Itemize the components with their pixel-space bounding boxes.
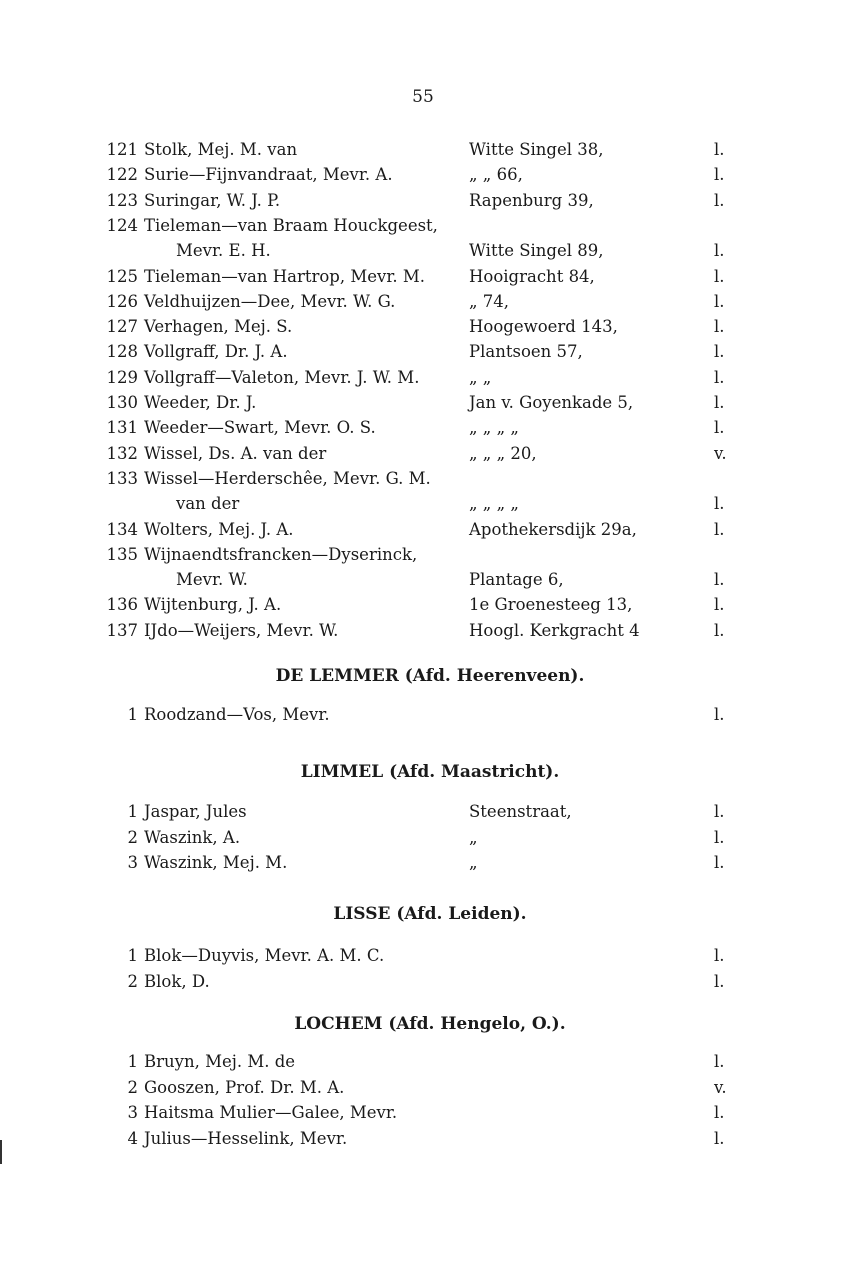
entry-address: Witte Singel 38,: [469, 140, 604, 159]
entry-name-continued: Mevr. E. H.: [176, 241, 271, 260]
entry-name: Waszink, Mej. M.: [144, 853, 288, 872]
entry-name: Tieleman—van Hartrop, Mevr. M.: [144, 267, 426, 286]
entry-address: Hooigracht 84,: [469, 267, 595, 286]
entry-name: Waszink, A.: [144, 828, 241, 847]
entry-address: Steenstraat,: [469, 802, 572, 821]
list-item: [0, 593, 860, 617]
entry-mark: l.: [714, 1052, 725, 1071]
entry-number: 134: [106, 520, 138, 539]
entry-number: 124: [106, 216, 138, 235]
entry-mark: l.: [714, 946, 725, 965]
page-number: 55: [412, 87, 434, 107]
entry-address: 1e Groenesteeg 13,: [469, 595, 633, 614]
entry-name: Jaspar, Jules: [144, 802, 247, 821]
entry-number: 126: [106, 292, 138, 311]
entry-mark: l.: [714, 191, 725, 210]
entry-address: Apothekersdijk 29a,: [469, 520, 637, 539]
entry-mark: l.: [714, 165, 725, 184]
entry-address: Hoogl. Kerkgracht 4: [469, 621, 640, 640]
entry-name: Weeder—Swart, Mevr. O. S.: [144, 418, 376, 437]
list-item: [0, 568, 860, 592]
entry-name: Verhagen, Mej. S.: [144, 317, 293, 336]
list-item: [0, 619, 860, 643]
entry-address: Hoogewoerd 143,: [469, 317, 618, 336]
entry-number: 127: [106, 317, 138, 336]
entry-number: 1: [127, 705, 138, 724]
entry-mark: l.: [714, 317, 725, 336]
entry-mark: l.: [714, 1129, 725, 1148]
entry-name-continued: van der: [176, 494, 240, 513]
entry-mark: l.: [714, 828, 725, 847]
entry-name: Haitsma Mulier—Galee, Mevr.: [144, 1103, 398, 1122]
list-item: [0, 442, 860, 466]
list-item: [0, 315, 860, 339]
entry-number: 2: [127, 1078, 138, 1097]
entry-name: Wijtenburg, J. A.: [144, 595, 282, 614]
list-item: [0, 163, 860, 187]
entry-name: Vollgraff—Valeton, Mevr. J. W. M.: [144, 368, 420, 387]
entry-mark: l.: [714, 853, 725, 872]
list-item: [0, 543, 860, 567]
list-item: [0, 290, 860, 314]
entry-name: Stolk, Mej. M. van: [144, 140, 298, 159]
entry-number: 4: [127, 1129, 138, 1148]
list-item: [0, 391, 860, 415]
entry-name: Wolters, Mej. J. A.: [144, 520, 294, 539]
entry-number: 131: [106, 418, 138, 437]
entry-number: 1: [127, 802, 138, 821]
entry-name: Wissel, Ds. A. van der: [144, 444, 327, 463]
entry-number: 121: [106, 140, 138, 159]
entry-number: 130: [106, 393, 138, 412]
entry-mark: l.: [714, 595, 725, 614]
list-item: [0, 800, 860, 824]
entry-name: Tieleman—van Braam Houckgeest,: [144, 216, 438, 235]
entry-number: 135: [106, 545, 138, 564]
entry-mark: l.: [714, 972, 725, 991]
entry-mark: v.: [714, 1078, 727, 1097]
entry-mark: l.: [714, 267, 725, 286]
entry-mark: l.: [714, 802, 725, 821]
entry-number: 123: [106, 191, 138, 210]
entry-name: Bruyn, Mej. M. de: [144, 1052, 296, 1071]
entry-number: 1: [127, 946, 138, 965]
entry-address: „ „ „ „: [469, 418, 519, 437]
entry-number: 1: [127, 1052, 138, 1071]
entry-name: Veldhuijzen—Dee, Mevr. W. G.: [144, 292, 396, 311]
entry-number: 137: [106, 621, 138, 640]
entry-number: 3: [127, 1103, 138, 1122]
entry-name: Wissel—Herderschêe, Mevr. G. M.: [144, 469, 431, 488]
list-item: [0, 239, 860, 263]
section-heading: LISSE (Afd. Leiden).: [333, 904, 527, 924]
list-item: [0, 851, 860, 875]
entry-name: Surie—Fijnvandraat, Mevr. A.: [144, 165, 393, 184]
entry-address: Plantage 6,: [469, 570, 564, 589]
entry-mark: l.: [714, 570, 725, 589]
entry-name: Weeder, Dr. J.: [144, 393, 257, 412]
entry-mark: l.: [714, 621, 725, 640]
entry-number: 125: [106, 267, 138, 286]
entry-name: Suringar, W. J. P.: [144, 191, 281, 210]
list-item: [0, 340, 860, 364]
entry-mark: l.: [714, 393, 725, 412]
entry-mark: l.: [714, 241, 725, 260]
entry-address: „: [469, 828, 478, 847]
entry-name: Roodzand—Vos, Mevr.: [144, 705, 330, 724]
list-item: [0, 826, 860, 850]
entry-number: 129: [106, 368, 138, 387]
entry-address: „ „: [469, 368, 492, 387]
entry-mark: l.: [714, 418, 725, 437]
entry-name-continued: Mevr. W.: [176, 570, 248, 589]
list-item: [0, 492, 860, 516]
entry-mark: v.: [714, 444, 727, 463]
list-item: [0, 944, 860, 968]
entry-number: 2: [127, 972, 138, 991]
list-item: [0, 518, 860, 542]
entry-mark: l.: [714, 705, 725, 724]
entry-number: 133: [106, 469, 138, 488]
entry-number: 128: [106, 342, 138, 361]
entry-name: Blok—Duyvis, Mevr. A. M. C.: [144, 946, 385, 965]
entry-name: Vollgraff, Dr. J. A.: [144, 342, 288, 361]
entry-address: „ „ „ „: [469, 494, 519, 513]
entry-number: 122: [106, 165, 138, 184]
list-item: [0, 467, 860, 491]
entry-name: Gooszen, Prof. Dr. M. A.: [144, 1078, 345, 1097]
entry-address: „ 74,: [469, 292, 510, 311]
entry-address: Plantsoen 57,: [469, 342, 583, 361]
list-item: [0, 265, 860, 289]
list-item: [0, 1127, 860, 1151]
entry-address: Rapenburg 39,: [469, 191, 594, 210]
entry-mark: l.: [714, 292, 725, 311]
section-heading: LOCHEM (Afd. Hengelo, O.).: [294, 1014, 566, 1034]
entry-number: 136: [106, 595, 138, 614]
list-item: [0, 970, 860, 994]
list-item: [0, 214, 860, 238]
entry-address: „ „ „ 20,: [469, 444, 537, 463]
list-item: [0, 1101, 860, 1125]
entry-number: 3: [127, 853, 138, 872]
entry-mark: l.: [714, 520, 725, 539]
section-heading: DE LEMMER (Afd. Heerenveen).: [275, 666, 585, 686]
entry-address: „ „ 66,: [469, 165, 523, 184]
entry-mark: l.: [714, 342, 725, 361]
entry-name: Wijnaendtsfrancken—Dyserinck,: [144, 545, 418, 564]
entry-address: Jan v. Goyenkade 5,: [469, 393, 634, 412]
list-item: [0, 1076, 860, 1100]
list-item: [0, 416, 860, 440]
list-item: [0, 703, 860, 727]
entry-mark: l.: [714, 140, 725, 159]
entry-number: 132: [106, 444, 138, 463]
section-heading: LIMMEL (Afd. Maastricht).: [300, 762, 560, 782]
entry-address: Witte Singel 89,: [469, 241, 604, 260]
entry-name: IJdo—Weijers, Mevr. W.: [144, 621, 339, 640]
entry-number: 2: [127, 828, 138, 847]
entry-mark: l.: [714, 368, 725, 387]
list-item: [0, 1050, 860, 1074]
list-item: [0, 366, 860, 390]
list-item: [0, 138, 860, 162]
entry-mark: l.: [714, 1103, 725, 1122]
entry-name: Blok, D.: [144, 972, 210, 991]
list-item: [0, 189, 860, 213]
entry-address: „: [469, 853, 478, 872]
entry-mark: l.: [714, 494, 725, 513]
entry-name: Julius—Hesselink, Mevr.: [144, 1129, 348, 1148]
